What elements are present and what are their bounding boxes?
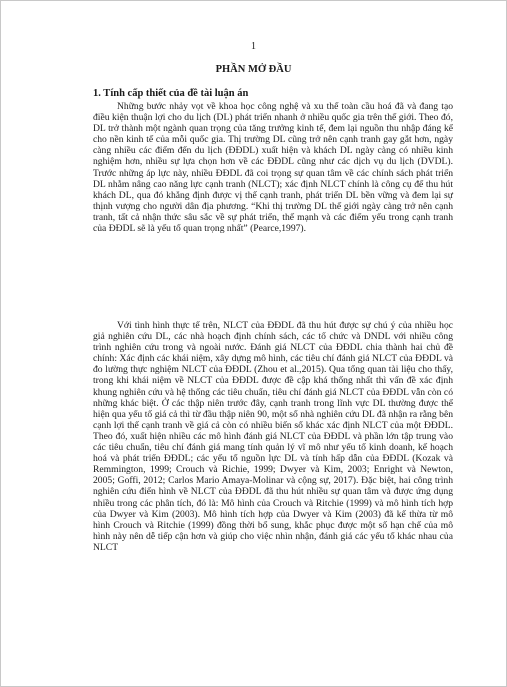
paragraph-1: Những bước nhảy vọt về khoa học công nghệ và xu thế toàn cầu hoá đã và đang tạo điều kiện thuận lợi cho du lịch (DL) phát triển nhanh ở nhiều quốc gia trên thế giới. Theo đó, DL trở thành một ngành quan trọng của tăng trưởng kinh tế, đem lại nguồn thu nhập đáng kể cho nền kinh tế của mỗi quốc gia. Thị trường DL cũng trở nên cạnh tranh gay gắt hơn, ngày càng nhiều các điểm đến du lịch (ĐĐDL) xuất hiện và khách DL ngày càng có nhiều kinh nghiệm hơn, nhiều sự lựa chọn hơn về các ĐĐDL cũng như các dịch vụ du lịch (DVDL). Trước những áp lực này, nhiều ĐĐDL đã coi trọng sự quan tâm về các chính sách phát triển DL nhằm nâng cao năng lực cạnh tranh (NLCT); xác định NLCT chính là công cụ để thu hút khách DL, qua đó khẳng định được vị thế cạnh tranh, phát triển DL bền vững và đem lại sự thịnh vượng cho người dân địa phương. “Khi thị trường DL thế giới ngày càng trở nên cạnh tranh, tất cả nhận thức sâu sắc về sự phát triển, thế mạnh và các điểm yếu trong cạnh tranh của ĐĐDL sẽ là yếu tố quan trọng nhất” (Pearce,1997). — [93, 101, 453, 235]
section-heading: 1. Tính cấp thiết của đề tài luận án — [93, 88, 249, 99]
page-number: 1 — [251, 41, 256, 52]
chapter-title: PHẦN MỞ ĐẦU — [215, 64, 292, 75]
paragraph-2: Với tình hình thực tế trên, NLCT của ĐĐDL đã thu hút được sự chú ý của nhiều học giả nghiên cứu DL, các nhà hoạch định chính sách, các tổ chức và DNDL với nhiều công trình nghiên cứu trong và ngoài nước. Đánh giá NLCT của ĐĐDL chia thành hai chủ đề chính: Xác định các khái niệm, xây dựng mô hình, các tiêu chí đánh giá NLCT của ĐĐDL và đo lường thực nghiệm NLCT của ĐĐDL (Zhou et al.,2015). Qua tổng quan tài liệu cho thấy, trong khi khái niệm về NLCT của ĐĐDL được đề cập khá thống nhất thì vấn đề xác định khung nghiên cứu và hệ thống các tiêu chuẩn, tiêu chí đánh giá NLCT của ĐĐDL vẫn còn có những khác biệt. Ở các thập niên trước đây, cạnh tranh trong lĩnh vực DL thường được thể hiện qua yếu tố giá cả thì từ đầu thập niên 90, một số nhà nghiên cứu DL đã nhận ra rằng bên cạnh lợi thế cạnh tranh về giá cả còn có nhiều biến số khác xác định NLCT của một ĐĐDL. Theo đó, xuất hiện nhiều các mô hình đánh giá NLCT của ĐĐDL và phần lớn tập trung vào các tiêu chuẩn, tiêu chí đánh giá mang tính quản lý vĩ mô như yếu tố kinh doanh, kế hoạch hoá và phát triển ĐĐDL; các yếu tố nguồn lực DL và tính hấp dẫn của ĐĐDL (Kozak và Remmington, 1999; Crouch và Richie, 1999; Dwyer và Kim, 2003; Enright và Newton, 2005; Goffi, 2012; Carlos Mario Amaya-Molinar và cộng sự, 2017). Đặc biệt, hai công trình nghiên cứu điển hình về NLCT của ĐĐDL đã thu hút nhiều sự quan tâm và được ứng dụng nhiều trong các phân tích, đó là: Mô hình của Crouch và Ritchie (1999) và mô hình tích hợp của Dwyer và Kim (2003). Mô hình tích hợp của Dwyer và Kim (2003) đã kế thừa từ mô hình Crouch và Ritchie (1999) đồng thời bổ sung, khắc phục được một số hạn chế của mô hình này nên dễ tiếp cận hơn và giúp cho việc nhìn nhận, đánh giá các yếu tố khác nhau của NLCT — [93, 320, 453, 553]
